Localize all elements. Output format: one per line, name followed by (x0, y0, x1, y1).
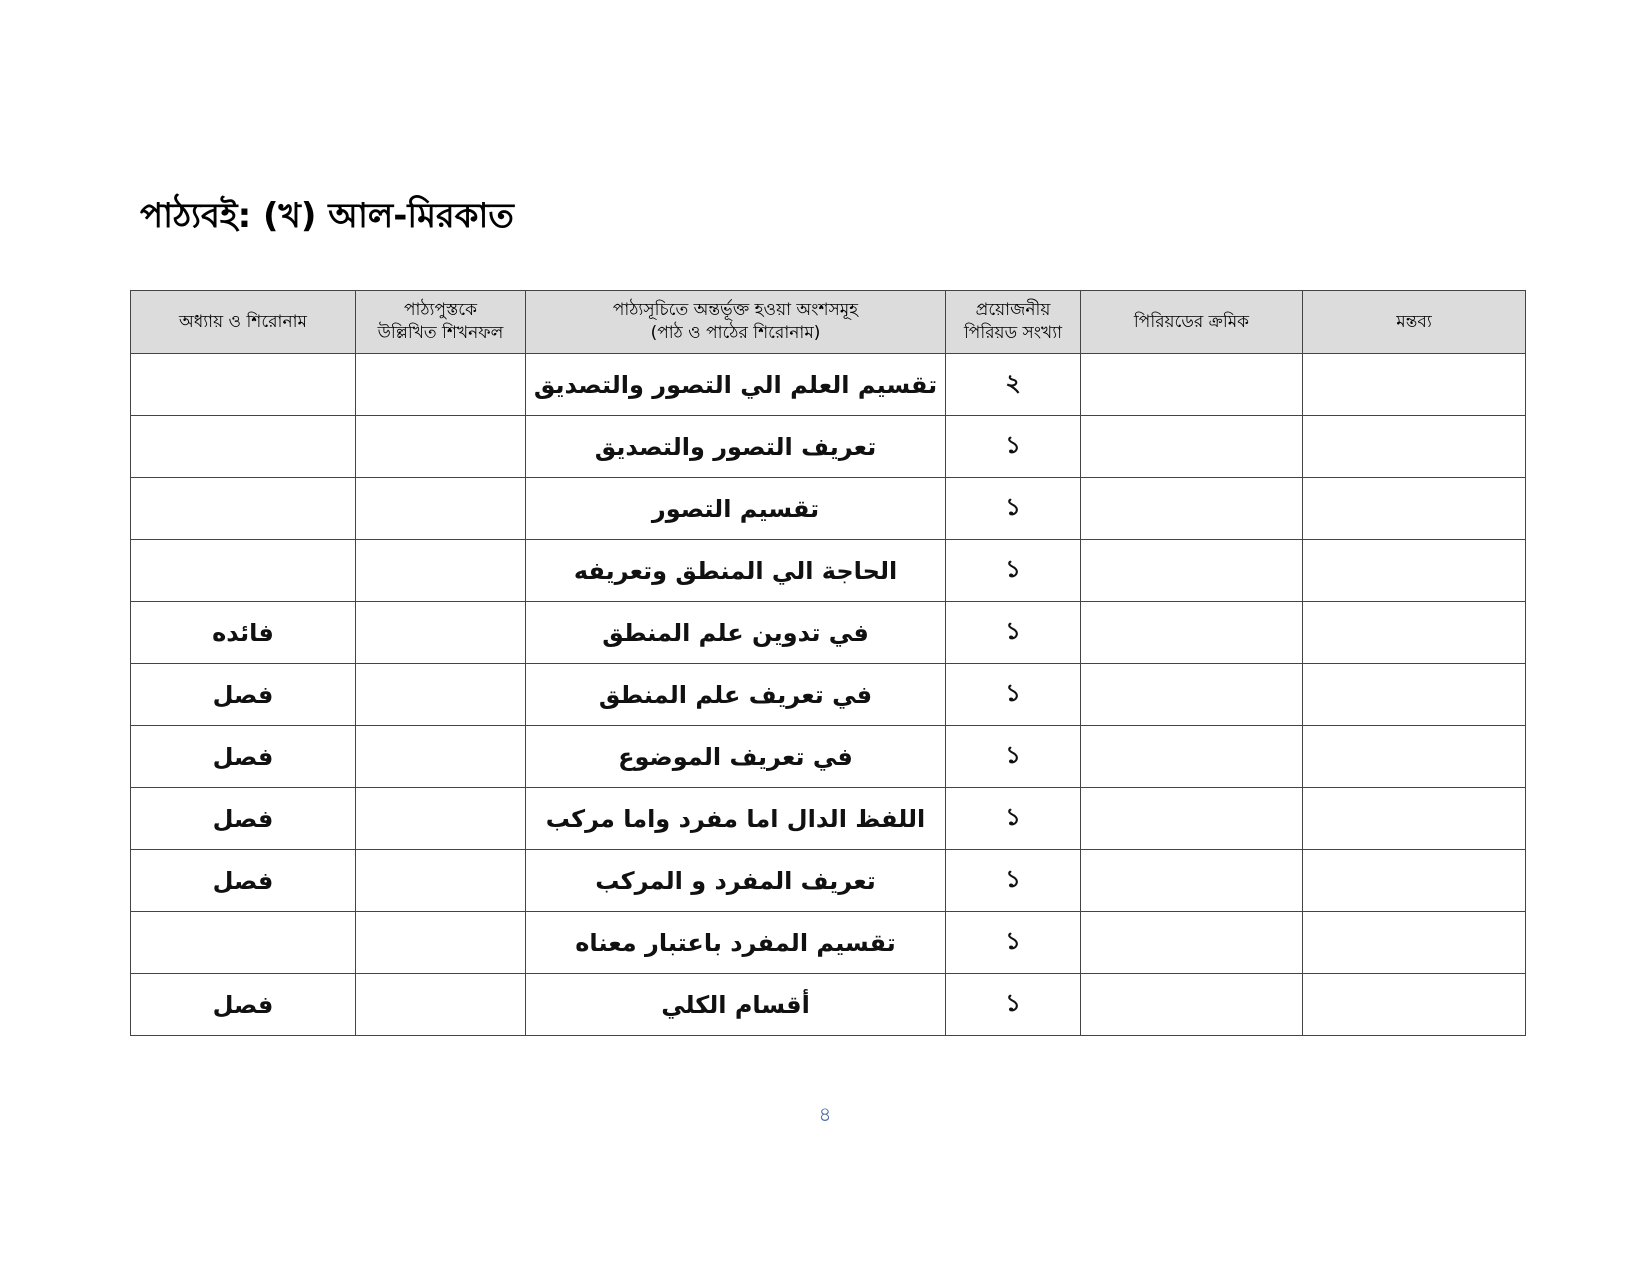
cell-chapter (131, 478, 356, 540)
header-line: পাঠ্যসূচিতে অন্তর্ভূক্ত হওয়া অংশসমূহ (612, 300, 859, 321)
cell-outcome (356, 912, 526, 974)
cell-serial (1081, 354, 1303, 416)
cell-lesson: تعريف المفرد و المركب (526, 850, 946, 912)
cell-remarks (1303, 664, 1526, 726)
page-number: ৪ (818, 1102, 832, 1126)
cell-serial (1081, 974, 1303, 1036)
cell-lesson: اللفظ الدال اما مفرد واما مركب (526, 788, 946, 850)
cell-serial (1081, 416, 1303, 478)
cell-chapter: فائده (131, 602, 356, 664)
cell-remarks (1303, 912, 1526, 974)
header-required-periods (946, 291, 1081, 354)
cell-lesson: في تعريف علم المنطق (526, 664, 946, 726)
cell-outcome (356, 416, 526, 478)
table-row (131, 602, 1526, 664)
header-chapter-title (131, 291, 356, 354)
cell-lesson: الحاجة الي المنطق وتعريفه (526, 540, 946, 602)
cell-periods: ১ (946, 726, 1081, 788)
cell-chapter: فصل (131, 788, 356, 850)
table-row (131, 540, 1526, 602)
cell-periods: ১ (946, 974, 1081, 1036)
table-header-row (131, 291, 1526, 354)
table-body (131, 354, 1526, 1036)
cell-chapter (131, 912, 356, 974)
header-syllabus-parts (526, 291, 946, 354)
cell-chapter (131, 540, 356, 602)
cell-outcome (356, 788, 526, 850)
cell-outcome (356, 478, 526, 540)
table-row (131, 478, 1526, 540)
cell-remarks (1303, 726, 1526, 788)
table-row (131, 850, 1526, 912)
cell-periods: ১ (946, 788, 1081, 850)
cell-periods: ১ (946, 912, 1081, 974)
cell-outcome (356, 974, 526, 1036)
page-title: পাঠ্যবই: (খ) আল-মিরকাত (140, 196, 514, 236)
cell-remarks (1303, 788, 1526, 850)
syllabus-table (130, 290, 1526, 1036)
cell-serial (1081, 664, 1303, 726)
header-line: পিরিয়ড সংখ্যা (963, 323, 1063, 343)
cell-remarks (1303, 354, 1526, 416)
cell-remarks (1303, 850, 1526, 912)
cell-chapter: فصل (131, 974, 356, 1036)
cell-outcome (356, 726, 526, 788)
header-line: পিরিয়ডের ক্রমিক (1133, 311, 1250, 332)
cell-remarks (1303, 478, 1526, 540)
cell-periods: ১ (946, 540, 1081, 602)
cell-chapter (131, 416, 356, 478)
cell-remarks (1303, 974, 1526, 1036)
cell-serial (1081, 726, 1303, 788)
header-line: অধ্যায় ও শিরোনাম (179, 311, 307, 332)
cell-lesson: تعريف التصور والتصديق (526, 416, 946, 478)
cell-chapter (131, 354, 356, 416)
table-row (131, 788, 1526, 850)
table-row (131, 974, 1526, 1036)
header-line: উল্লিখিত শিখনফল (377, 323, 504, 343)
cell-chapter: فصل (131, 664, 356, 726)
header-line: মন্তব্য (1396, 311, 1432, 332)
table-row (131, 416, 1526, 478)
cell-periods: ১ (946, 602, 1081, 664)
cell-lesson: تقسيم التصور (526, 478, 946, 540)
header-line: (পাঠ ও পাঠের শিরোনাম) (650, 323, 821, 343)
cell-serial (1081, 850, 1303, 912)
cell-chapter: فصل (131, 726, 356, 788)
cell-remarks (1303, 416, 1526, 478)
cell-outcome (356, 850, 526, 912)
cell-periods: ১ (946, 850, 1081, 912)
cell-remarks (1303, 602, 1526, 664)
header-remarks (1303, 291, 1526, 354)
cell-outcome (356, 664, 526, 726)
table-row (131, 664, 1526, 726)
cell-outcome (356, 540, 526, 602)
cell-serial (1081, 478, 1303, 540)
cell-outcome (356, 602, 526, 664)
table-row (131, 912, 1526, 974)
cell-chapter: فصل (131, 850, 356, 912)
cell-serial (1081, 602, 1303, 664)
cell-periods: ১ (946, 478, 1081, 540)
cell-lesson: أقسام الكلي (526, 974, 946, 1036)
table-row (131, 726, 1526, 788)
cell-lesson: تقسيم المفرد باعتبار معناه (526, 912, 946, 974)
cell-periods: ১ (946, 416, 1081, 478)
header-line: প্রয়োজনীয় (975, 300, 1051, 321)
cell-serial (1081, 788, 1303, 850)
header-period-serial (1081, 291, 1303, 354)
cell-lesson: في تعريف الموضوع (526, 726, 946, 788)
cell-periods: ১ (946, 664, 1081, 726)
cell-serial (1081, 540, 1303, 602)
table-row (131, 354, 1526, 416)
cell-lesson: تقسيم العلم الي التصور والتصديق (526, 354, 946, 416)
cell-remarks (1303, 540, 1526, 602)
header-line: পাঠ্যপুস্তকে (404, 300, 477, 321)
cell-periods: ২ (946, 354, 1081, 416)
cell-lesson: في تدوين علم المنطق (526, 602, 946, 664)
header-learning-outcome (356, 291, 526, 354)
cell-serial (1081, 912, 1303, 974)
cell-outcome (356, 354, 526, 416)
